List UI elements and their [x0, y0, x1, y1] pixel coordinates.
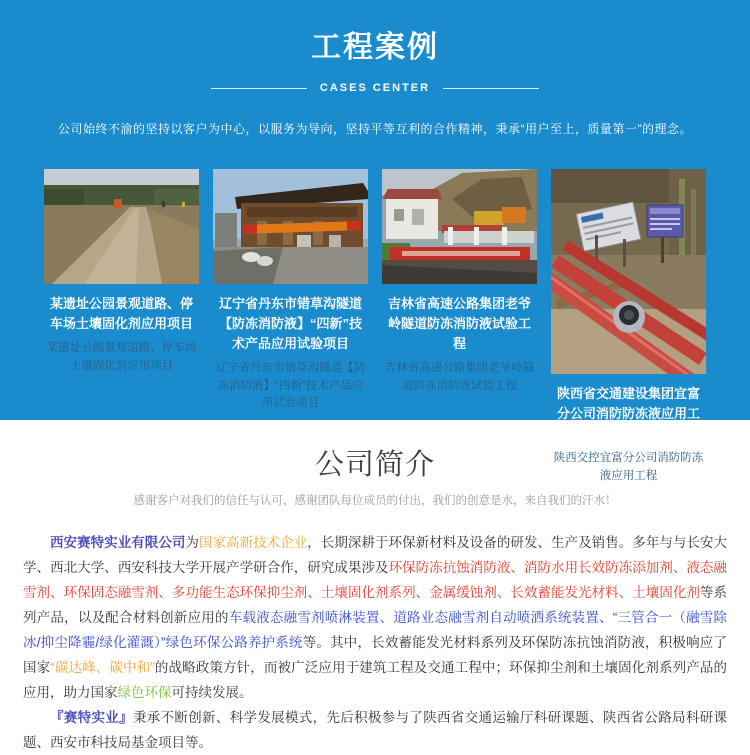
- text-segment: 车载液态融雪剂喷淋装置、道路业态融雪剂自动喷洒系统装置、“三管合一（融雪除冰/抑尘降霾/绿化灌溉）”绿色环保公路养护系统: [23, 610, 728, 650]
- case-subtitle: 辽宁省丹东市错草沟隧道【防冻消防液】“四新”技术产品应用试验项目: [215, 362, 366, 409]
- about-paragraph-1: [23, 530, 727, 705]
- case-title[interactable]: 辽宁省丹东市错草沟隧道【防冻消防液】“四新”技术产品应用试验项目: [218, 296, 362, 352]
- highway-tunnel-site-photo[interactable]: [382, 169, 537, 284]
- case-card-soil-solidifier[interactable]: [44, 169, 199, 375]
- text-segment: 为: [185, 535, 199, 550]
- about-body: [23, 530, 727, 755]
- text-segment: 秉承不断创新、科学发展模式，先后积极参与了陕西省交通运输厅科研课题、陕西省公路局科研课题、西安市科技局基金项目等。: [23, 710, 727, 750]
- text-segment: 国家高新技术企业: [198, 535, 308, 550]
- case-subtitle: 某遗址公园景观道路、停车场土壤固化剂应用项目: [46, 342, 197, 372]
- divider-line-left: [211, 88, 307, 89]
- road-construction-photo[interactable]: [44, 169, 199, 284]
- about-paragraph-2: [23, 705, 727, 755]
- text-segment: ，长期深耕于环保新材料及设备的研发、生产及销售。多年与与长安大学、西北大学、西安科技大学开展产学研合作，研究成果涉及: [23, 535, 728, 575]
- text-segment: “碳达峰、碳中和”: [50, 660, 155, 675]
- case-subtitle: 陕西交控宜富分公司消防防冻液应用工程: [553, 452, 704, 482]
- tunnel-building-photo[interactable]: [213, 169, 368, 284]
- text-segment: 等。其中，长效蓄能发光材料系列及环保防冻抗蚀消防液，积极响应了国家: [23, 635, 728, 675]
- case-subtitle: 吉林省高速公路集团老爷岭隧道防冻消防液试验工程: [384, 362, 535, 392]
- text-segment: 的战略政策方针，而被广泛应用于建筑工程及交通工程中；环保抑尘剂和土壤固化剂系列产品的应用，助力国家: [23, 660, 727, 700]
- divider-line-right: [443, 88, 539, 89]
- text-segment: 西安赛特实业有限公司: [50, 535, 186, 550]
- case-title[interactable]: 某遗址公园景观道路、停车场土壤固化剂应用项目: [49, 296, 193, 332]
- about-title: 公司简介: [314, 449, 435, 481]
- case-card-jilin-tunnel[interactable]: [382, 169, 537, 395]
- text-segment: 环保防冻抗蚀消防液、消防水用长效防冻添加剂、液态融雪剂、环保固态融雪剂、多功能生态环保抑尘剂、土壤固化剂系列、金属缓蚀剂、长效蓄能发光材料、土壤固化剂: [23, 560, 728, 600]
- text-segment: 可持续发展。: [171, 685, 253, 700]
- case-card-dandong-tunnel[interactable]: [213, 169, 368, 412]
- section-subtitle: CASES CENTER: [319, 82, 431, 94]
- case-title[interactable]: 陕西省交通建设集团宜富分公司消防防冻液应用工程: [556, 386, 700, 442]
- red-pipes-photo[interactable]: [551, 169, 706, 374]
- case-card-shaanxi-pipes[interactable]: [551, 169, 706, 485]
- about-subtitle: 感谢客户对我们的信任与认可，感谢团队每位成员的付出，我们的创意是水，来自我们的汗水！: [133, 495, 617, 507]
- section-divider: [0, 82, 750, 94]
- intro-text: 公司始终不渝的坚持以客户为中心，以服务为导向，坚持平等互利的合作精神，秉承“用户至上，质量第一”的理念。: [58, 122, 692, 136]
- page-title: 工程案例: [311, 31, 439, 64]
- text-segment: 等系列产品，以及配合材料创新应用的: [23, 585, 728, 625]
- case-title[interactable]: 吉林省高速公路集团老爷岭隧道防冻消防液试验工程: [387, 296, 531, 352]
- text-segment: 绿色环保: [117, 685, 172, 700]
- text-segment: 『赛特实业』: [50, 710, 133, 725]
